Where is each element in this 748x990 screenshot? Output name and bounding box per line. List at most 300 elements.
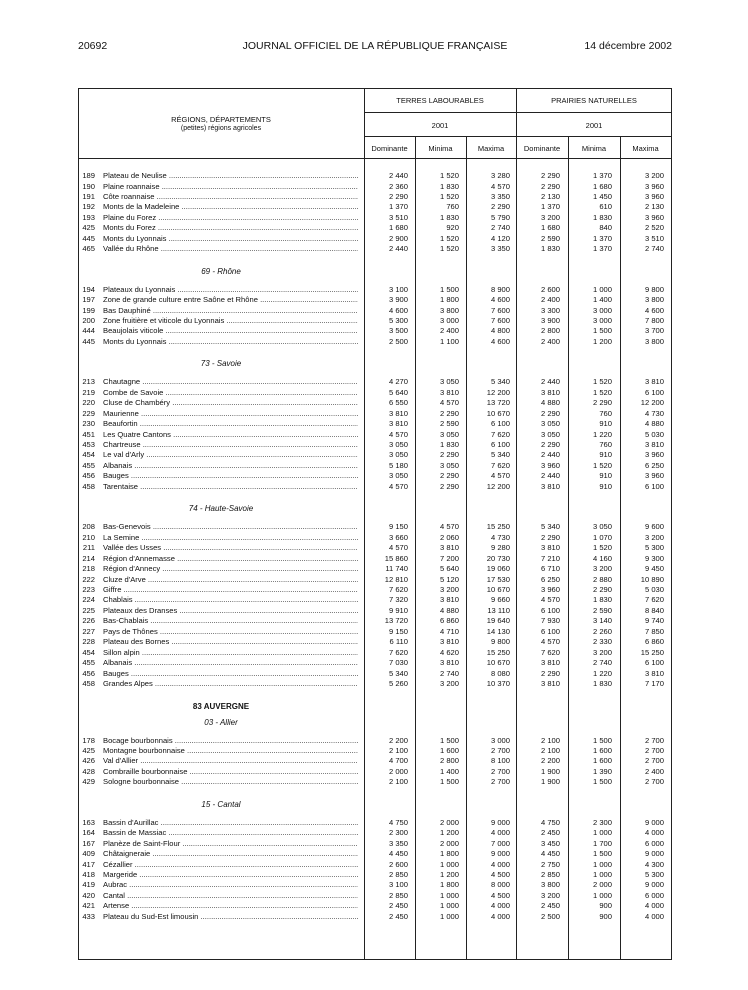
terres-maxima-value: 4 000	[490, 859, 510, 869]
terres-dominante-value: 2 600	[388, 859, 408, 869]
terres-dominante-value: 2 850	[388, 890, 408, 900]
terres-minima-value: 3 810	[439, 658, 459, 668]
prairies-minima-value: 1 830	[592, 212, 612, 222]
prairies-dominante-value: 2 440	[540, 471, 560, 481]
table-row	[78, 912, 672, 922]
region-code: 425	[82, 223, 95, 233]
terres-dominante-value: 9 150	[388, 522, 408, 532]
page-header	[78, 40, 672, 54]
prairies-maxima-value: 3 960	[644, 450, 664, 460]
table-row	[78, 244, 672, 254]
terres-minima-value: 6 860	[439, 616, 459, 626]
table-row	[78, 306, 672, 316]
region-code: 444	[82, 326, 95, 336]
prairies-maxima-value: 4 730	[644, 408, 664, 418]
prairies-maxima-value: 6 100	[644, 658, 664, 668]
prairies-maxima-value: 9 740	[644, 616, 664, 626]
region-code: 193	[82, 212, 95, 222]
prairies-dominante-value: 2 290	[540, 408, 560, 418]
terres-dominante-value: 2 900	[388, 233, 408, 243]
publication-date: 14 décembre 2002	[584, 40, 672, 52]
region-name: Margeride .....	[103, 870, 358, 880]
terres-maxima-value: 8 000	[490, 880, 510, 890]
region-name: Cluse de Chambéry .....	[103, 398, 358, 408]
journal-title: JOURNAL OFFICIEL DE LA RÉPUBLIQUE FRANÇAISE	[242, 40, 508, 52]
prairies-maxima-value: 6 000	[644, 890, 664, 900]
prairies-maxima-value: 6 100	[644, 387, 664, 397]
prairies-maxima-value: 7 620	[644, 595, 664, 605]
prairies-minima-value: 1 400	[592, 295, 612, 304]
terres-maxima-value: 4 570	[490, 471, 510, 481]
prairies-dominante-value: 3 810	[540, 387, 560, 397]
prairies-maxima-value: 3 960	[644, 471, 664, 481]
terres-minima-value: 1 200	[439, 828, 459, 838]
prairies-minima-value: 2 740	[592, 658, 612, 668]
prairies-minima-value: 1 500	[592, 735, 612, 745]
terres-dominante-value: 3 050	[388, 440, 408, 449]
prairies-maxima-value: 3 200	[644, 532, 664, 542]
region-code: 458	[82, 481, 95, 491]
terres-dominante-value: 3 660	[388, 532, 408, 542]
prairies-minima-value: 3 140	[592, 616, 612, 626]
region-name: Région d'Annecy .....	[103, 564, 358, 574]
prairies-maxima-value: 5 030	[644, 429, 664, 439]
prairies-minima-value: 910	[599, 419, 612, 429]
region-code: 229	[82, 408, 95, 418]
region-name: Albanais .....	[103, 461, 358, 471]
region-name: Pays de Thônes .....	[103, 627, 358, 637]
prairies-minima-value: 910	[599, 481, 612, 491]
prairies-dominante-value: 2 500	[540, 911, 560, 921]
table-row	[78, 860, 672, 870]
region-name: Cézallier .....	[103, 860, 358, 870]
terres-minima-value: 1 800	[439, 880, 459, 890]
prairies-minima-value: 1 200	[592, 336, 612, 346]
region-code: 208	[82, 522, 95, 532]
region-code: 199	[82, 305, 95, 315]
prairies-maxima-value: 2 520	[644, 223, 664, 233]
table-row	[78, 849, 672, 859]
region-name: Bocage bourbonnais .....	[103, 736, 358, 746]
terres-minima-value: 5 640	[439, 564, 459, 573]
terres-dominante-value: 7 620	[388, 584, 408, 594]
table-row	[78, 627, 672, 637]
prairies-dominante-value: 2 290	[540, 171, 560, 180]
region-code: 214	[82, 553, 95, 563]
prairies-minima-value: 760	[599, 440, 612, 449]
prairies-dominante-value: 1 900	[540, 766, 560, 776]
region-name: Cantal .....	[103, 891, 358, 901]
region-code: 451	[82, 429, 95, 439]
prairies-maxima-value: 9 800	[644, 284, 664, 294]
prairies-minima-value: 1 000	[592, 890, 612, 900]
terres-dominante-value: 3 100	[388, 880, 408, 890]
region-code: 425	[82, 745, 95, 755]
prairies-minima-value: 2 290	[592, 398, 612, 408]
table-row	[78, 171, 672, 181]
region-name: Cluze d'Arve .....	[103, 575, 358, 585]
region-code: 409	[82, 849, 95, 859]
header-bottom-border	[78, 158, 672, 159]
table-row	[78, 388, 672, 398]
terres-maxima-value: 4 800	[490, 326, 510, 336]
terres-dominante-value: 3 350	[388, 838, 408, 848]
prairies-dominante-value: 2 440	[540, 450, 560, 460]
region-code: 417	[82, 859, 95, 869]
region-name: Beaujolais viticole .....	[103, 326, 358, 336]
prairies-dominante-value: 3 810	[540, 679, 560, 688]
terres-dominante-value: 5 640	[388, 387, 408, 397]
terres-minima-value: 1 500	[439, 777, 459, 787]
terres-dominante-value: 6 110	[389, 637, 408, 647]
terres-maxima-value: 9 800	[490, 637, 510, 647]
prairies-dominante-value: 4 570	[540, 637, 560, 647]
region-heading: 83 AUVERGNE	[192, 701, 250, 711]
region-name: Châtaigneraie .....	[103, 849, 358, 859]
prairies-maxima-value: 4 000	[644, 911, 664, 921]
table-row	[78, 564, 672, 574]
table-row	[78, 337, 672, 347]
table-row	[78, 756, 672, 766]
region-name: Bauges .....	[103, 669, 358, 679]
terres-minima-value: 1 520	[439, 171, 459, 180]
region-name: Zone de grande culture entre Saône et Rhône .....	[103, 295, 358, 305]
prairies-dominante-value: 2 800	[540, 326, 560, 336]
region-name: Montagne bourbonnaise .....	[103, 746, 358, 756]
region-name: Plateaux des Dranses .....	[103, 606, 358, 616]
region-name: Bas-Chablais .....	[103, 616, 358, 626]
terres-maxima-value: 19 640	[486, 616, 510, 626]
prairies-minima-value: 3 000	[592, 315, 612, 325]
terres-minima-value: 760	[446, 202, 459, 212]
region-name: Bauges .....	[103, 471, 358, 481]
prairies-minima-value: 1 370	[592, 244, 612, 254]
terres-minima-value: 2 000	[439, 817, 459, 827]
terres-minima-value: 2 400	[439, 326, 459, 336]
terres-maxima-value: 4 570	[490, 181, 510, 191]
table-row	[78, 285, 672, 295]
region-code: 429	[82, 777, 95, 787]
terres-maxima-value: 2 290	[490, 202, 510, 212]
prairies-dominante-value: 1 830	[540, 244, 560, 254]
region-code: 213	[82, 377, 95, 387]
prairies-dominante-value: 2 600	[540, 284, 560, 294]
table-row	[78, 870, 672, 880]
prairies-dominante-value: 6 250	[540, 574, 560, 584]
terres-minima-value: 4 570	[439, 398, 459, 408]
prairies-dominante-value: 6 100	[540, 626, 560, 636]
land-value-table	[78, 88, 672, 960]
prairies-dominante-value: 3 960	[540, 460, 560, 470]
prairies-maxima-value: 6 100	[644, 481, 664, 491]
table-row	[78, 746, 672, 756]
prairies-minima-value: 1 520	[592, 377, 612, 387]
table-row	[78, 471, 672, 481]
terres-dominante-value: 4 450	[388, 849, 408, 859]
terres-minima-value: 3 810	[439, 387, 459, 397]
prairies-dominante-value: 2 290	[540, 532, 560, 542]
region-code: 458	[82, 679, 95, 688]
region-code: 418	[82, 870, 95, 879]
table-row	[78, 440, 672, 450]
table-row	[78, 637, 672, 647]
terres-dominante-value: 4 570	[388, 543, 408, 553]
terres-minima-value: 2 290	[439, 471, 459, 481]
terres-minima-value: 1 520	[439, 191, 459, 201]
table-row	[78, 669, 672, 679]
terres-maxima-value: 15 250	[486, 647, 510, 657]
prairies-minima-value: 4 160	[592, 553, 612, 563]
terres-dominante-value: 2 360	[388, 181, 408, 191]
terres-maxima-value: 4 000	[490, 911, 510, 921]
prairies-maxima-value: 5 300	[644, 543, 664, 553]
year-terres: 2001	[431, 121, 449, 130]
table-row	[78, 616, 672, 626]
region-code: 445	[82, 233, 95, 243]
terres-minima-value: 2 000	[439, 838, 459, 848]
region-name: Bassin de Massiac .....	[103, 828, 358, 838]
terres-dominante-value: 12 810	[384, 574, 408, 584]
region-code: 178	[82, 735, 95, 745]
prairies-minima-value: 1 000	[592, 828, 612, 838]
table-row	[78, 595, 672, 605]
terres-dominante-value: 7 320	[388, 595, 408, 605]
terres-minima-value: 1 000	[439, 901, 459, 911]
prairies-minima-value: 1 000	[592, 870, 612, 879]
terres-maxima-value: 10 370	[486, 679, 510, 688]
terres-minima-value: 4 880	[439, 605, 459, 615]
region-code: 219	[82, 387, 95, 397]
region-name: Côte roannaise .....	[103, 192, 358, 202]
prairies-minima-value: 3 000	[592, 305, 612, 315]
terres-minima-value: 4 570	[439, 522, 459, 532]
terres-dominante-value: 4 570	[388, 481, 408, 491]
table-row	[78, 533, 672, 543]
terres-minima-value: 2 290	[439, 408, 459, 418]
region-code: 420	[82, 890, 95, 900]
terres-minima-value: 1 600	[439, 745, 459, 755]
terres-dominante-value: 2 290	[388, 191, 408, 201]
terres-minima-value: 3 050	[439, 460, 459, 470]
region-name: Sologne bourbonnaise .....	[103, 777, 358, 787]
table-row	[78, 543, 672, 553]
terres-dominante-value: 7 620	[388, 647, 408, 657]
terres-dominante-value: 2 440	[388, 244, 408, 254]
region-name: Chautagne .....	[103, 377, 358, 387]
region-name: Tarentaise .....	[103, 482, 358, 492]
terres-dominante-value: 7 030	[388, 658, 408, 668]
prairies-minima-value: 1 220	[592, 668, 612, 678]
terres-dominante-value: 2 100	[388, 777, 408, 787]
terres-maxima-value: 12 200	[486, 387, 510, 397]
prairies-maxima-value: 6 860	[644, 637, 664, 647]
table-row	[78, 777, 672, 787]
region-code: 419	[82, 880, 95, 890]
terres-maxima-value: 12 200	[486, 481, 510, 491]
region-name: Plaine roannaise .....	[103, 182, 358, 192]
terres-minima-value: 920	[446, 223, 459, 233]
region-name: Beaufortin .....	[103, 419, 358, 429]
terres-maxima-value: 5 790	[490, 212, 510, 222]
region-name: Plateaux du Lyonnais .....	[103, 285, 358, 295]
terres-maxima-value: 4 500	[490, 890, 510, 900]
group-prairies-naturelles: PRAIRIES NATURELLES	[551, 96, 637, 105]
terres-dominante-value: 2 450	[388, 901, 408, 911]
region-name: Planèze de Saint-Flour .....	[103, 839, 358, 849]
prairies-dominante-value: 3 810	[540, 658, 560, 668]
terres-maxima-value: 5 340	[490, 450, 510, 460]
table-row	[78, 202, 672, 212]
region-code: 433	[82, 911, 95, 921]
prairies-minima-value: 1 680	[592, 181, 612, 191]
prairies-maxima-value: 10 890	[640, 574, 664, 584]
region-code: 194	[82, 284, 95, 294]
prairies-minima-value: 2 590	[592, 605, 612, 615]
terres-dominante-value: 3 900	[388, 295, 408, 304]
terres-dominante-value: 3 050	[388, 471, 408, 481]
table-row	[78, 839, 672, 849]
terres-maxima-value: 9 280	[490, 543, 510, 553]
terres-minima-value: 4 710	[439, 626, 459, 636]
year-header-divider	[364, 136, 672, 137]
terres-dominante-value: 5 340	[388, 668, 408, 678]
prairies-maxima-value: 9 300	[644, 553, 664, 563]
terres-maxima-value: 9 660	[490, 595, 510, 605]
prairies-minima-value: 1 500	[592, 326, 612, 336]
region-name: Sillon alpin .....	[103, 648, 358, 658]
terres-dominante-value: 3 050	[388, 450, 408, 460]
prairies-maxima-value: 3 960	[644, 191, 664, 201]
prairies-minima-value: 840	[599, 223, 612, 233]
prairies-minima-value: 760	[599, 408, 612, 418]
region-code: 222	[82, 574, 95, 584]
prairies-dominante-value: 1 900	[540, 777, 560, 787]
terres-maxima-value: 10 670	[486, 658, 510, 668]
table-row	[78, 398, 672, 408]
regions-column-header	[78, 115, 364, 133]
region-code: 192	[82, 202, 95, 212]
table-row	[78, 377, 672, 387]
prairies-dominante-value: 2 200	[540, 756, 560, 766]
table-row	[78, 648, 672, 658]
prairies-dominante-value: 2 590	[540, 233, 560, 243]
terres-maxima-value: 20 730	[486, 553, 510, 563]
terres-minima-value: 3 050	[439, 429, 459, 439]
prairies-maxima-value: 4 880	[644, 419, 664, 429]
terres-minima-value: 2 290	[439, 450, 459, 460]
terres-minima-value: 5 120	[439, 574, 459, 584]
terres-dominante-value: 3 810	[388, 408, 408, 418]
prairies-maxima-value: 5 030	[644, 584, 664, 594]
prairies-dominante-value: 2 450	[540, 901, 560, 911]
prairies-minima-value: 1 220	[592, 429, 612, 439]
terres-dominante-value: 2 100	[388, 745, 408, 755]
terres-dominante-value: 1 680	[388, 223, 408, 233]
terres-minima-value: 3 810	[439, 595, 459, 605]
terres-maxima-value: 8 080	[490, 668, 510, 678]
table-row	[78, 482, 672, 492]
terres-maxima-value: 9 000	[490, 849, 510, 859]
terres-dominante-value: 2 850	[388, 870, 408, 879]
terres-minima-value: 7 200	[439, 553, 459, 563]
prairies-maxima-value: 3 810	[644, 440, 664, 449]
region-code: 421	[82, 901, 95, 911]
prairies-dominante-value: 7 620	[540, 647, 560, 657]
department-heading: 15 - Cantal	[201, 799, 241, 809]
terres-dominante-value: 6 550	[388, 398, 408, 408]
prairies-minima-value: 1 520	[592, 543, 612, 553]
terres-minima-value: 1 500	[439, 735, 459, 745]
region-name: Albanais .....	[103, 658, 358, 668]
region-name: Val d'Allier .....	[103, 756, 358, 766]
prairies-minima-value: 1 370	[592, 233, 612, 243]
prairies-maxima-value: 2 130	[644, 202, 664, 212]
table-row	[78, 767, 672, 777]
table-row	[78, 326, 672, 336]
terres-dominante-value: 5 260	[388, 679, 408, 688]
prairies-minima-value: 3 050	[592, 522, 612, 532]
region-code: 453	[82, 440, 95, 449]
prairies-maxima-value: 3 960	[644, 181, 664, 191]
prairies-minima-value: 2 000	[592, 880, 612, 890]
region-code: 191	[82, 191, 95, 201]
terres-minima-value: 3 200	[439, 679, 459, 688]
prairies-maxima-value: 3 700	[644, 326, 664, 336]
terres-dominante-value: 2 500	[388, 336, 408, 346]
region-code: 164	[82, 828, 95, 838]
terres-dominante-value: 3 810	[388, 419, 408, 429]
prairies-maxima-value: 7 170	[644, 679, 664, 688]
prairies-maxima-value: 7 850	[644, 626, 664, 636]
region-name: Le val d'Arly .....	[103, 450, 358, 460]
prairies-dominante-value: 2 400	[540, 295, 560, 304]
region-name: Aubrac .....	[103, 880, 358, 890]
prairies-dominante-value: 4 880	[540, 398, 560, 408]
regions-subtitle: (petites) régions agricoles	[180, 125, 262, 132]
prairies-minima-value: 1 000	[592, 284, 612, 294]
terres-maxima-value: 3 350	[490, 191, 510, 201]
terres-dominante-value: 9 150	[388, 626, 408, 636]
table-row	[78, 450, 672, 460]
col-header-minima-2: Minima	[581, 144, 607, 153]
prairies-dominante-value: 2 750	[540, 859, 560, 869]
region-code: 456	[82, 668, 95, 678]
terres-maxima-value: 2 740	[490, 223, 510, 233]
table-row	[78, 316, 672, 326]
prairies-dominante-value: 3 810	[540, 543, 560, 553]
table-top-border	[78, 88, 672, 89]
region-code: 200	[82, 315, 95, 325]
terres-dominante-value: 3 510	[388, 212, 408, 222]
terres-maxima-value: 2 700	[490, 777, 510, 787]
terres-minima-value: 2 060	[439, 532, 459, 542]
terres-maxima-value: 2 700	[490, 745, 510, 755]
region-code: 226	[82, 616, 95, 626]
region-name: Combe de Savoie .....	[103, 388, 358, 398]
region-code: 455	[82, 460, 95, 470]
prairies-dominante-value: 2 400	[540, 336, 560, 346]
terres-dominante-value: 5 180	[388, 460, 408, 470]
terres-maxima-value: 10 670	[486, 584, 510, 594]
prairies-minima-value: 1 390	[592, 766, 612, 776]
region-name: Giffre .....	[103, 585, 358, 595]
region-name: Bas-Genevois .....	[103, 522, 358, 532]
terres-maxima-value: 10 670	[486, 408, 510, 418]
terres-minima-value: 1 830	[439, 212, 459, 222]
prairies-minima-value: 2 260	[592, 626, 612, 636]
prairies-maxima-value: 4 000	[644, 901, 664, 911]
terres-dominante-value: 4 570	[388, 429, 408, 439]
